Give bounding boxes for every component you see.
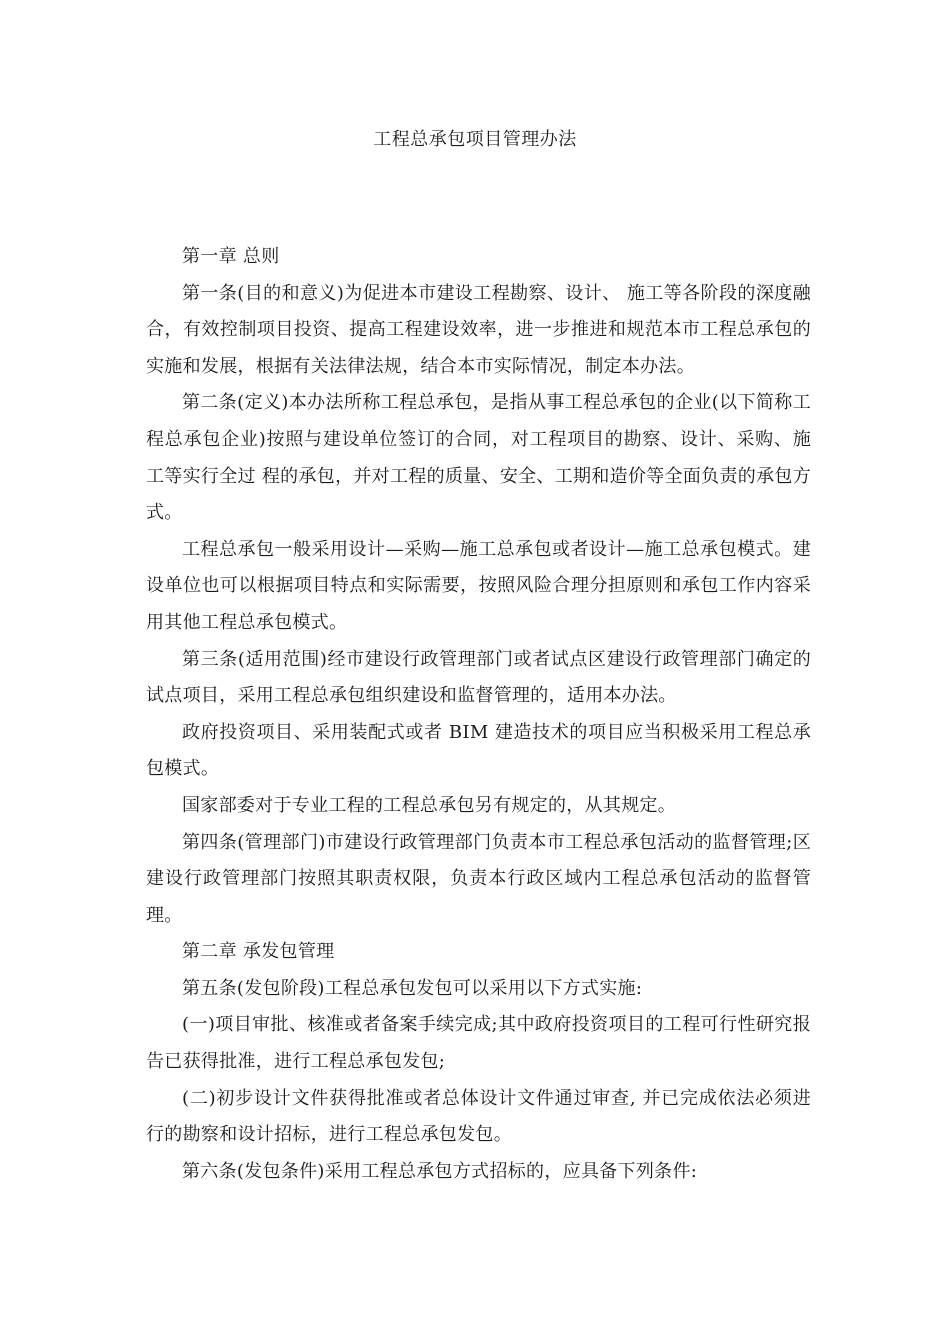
article-3-government-paragraph: 政府投资项目、采用装配式或者 BIM 建造技术的项目应当积极采用工程总承包模式。 — [146, 721, 811, 780]
article-3-paragraph: 第三条(适用范围)经市建设行政管理部门或者试点区建设行政管理部门确定的试点项目，采用工程总承包组织建设和监督管理的，适用本办法。 — [146, 648, 811, 707]
article-4-paragraph: 第四条(管理部门)市建设行政管理部门负责本市工程总承包活动的监督管理;区建设行政管理部门按照其职责权限，负责本行政区域内工程总承包活动的监督管理。 — [146, 831, 811, 926]
article-6-paragraph: 第六条(发包条件)采用工程总承包方式招标的，应具备下列条件: — [182, 1160, 698, 1182]
article-5-item-2: (二)初步设计文件获得批准或者总体设计文件通过审查, 并已完成依法必须进行的勘察和设计招标，进行工程总承包发包。 — [146, 1087, 811, 1146]
document-title: 工程总承包项目管理办法 — [373, 129, 577, 150]
document-body — [146, 239, 811, 1190]
article-5-item-1: (一)项目审批、核准或者备案手续完成;其中政府投资项目的工程可行性研究报告已获得批准，进行工程总承包发包; — [146, 1014, 811, 1073]
article-2-paragraph: 第二条(定义)本办法所称工程总承包，是指从事工程总承包的企业(以下简称工程总承包企业)按照与建设单位签订的合同，对工程项目的勘察、设计、采购、施工等实行全过 程的承包，并对工程的质量、安全、工期和造价等全面负责的承包方式。 — [146, 392, 811, 524]
article-2-mode-paragraph: 工程总承包一般采用设计—采购—施工总承包或者设计—施工总承包模式。建设单位也可以根据项目特点和实际需要，按照风险合理分担原则和承包工作内容采用其他工程总承包模式。 — [146, 538, 811, 633]
chapter-2-heading: 第二章 承发包管理 — [182, 941, 335, 963]
article-1-paragraph: 第一条(目的和意义)为促进本市建设工程勘察、设计、 施工等各阶段的深度融合，有效控制项目投资、提高工程建设效率，进一步推进和规范本市工程总承包的实施和发展，根据有关法律法规，结合本市实际情况，制定本办法。 — [146, 282, 811, 377]
article-3-ministry-paragraph: 国家部委对于专业工程的工程总承包另有规定的，从其规定。 — [182, 794, 677, 816]
article-5-paragraph: 第五条(发包阶段)工程总承包发包可以采用以下方式实施: — [182, 977, 643, 999]
chapter-1-heading: 第一章 总则 — [182, 246, 280, 267]
